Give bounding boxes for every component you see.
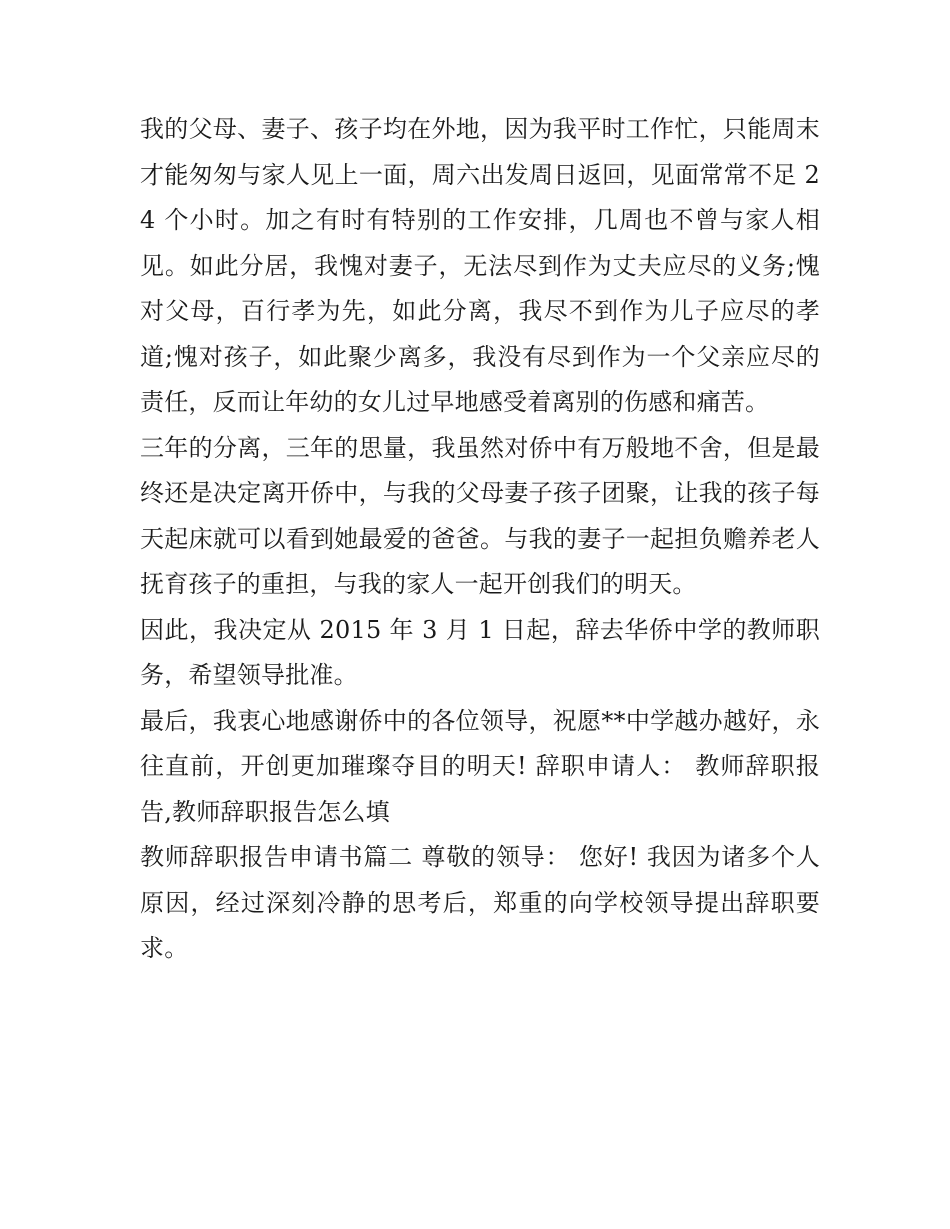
paragraph-decision-to-leave: 三年的分离，三年的思量，我虽然对侨中有万般地不舍，但是最终还是决定离开侨中，与我的父母妻子孩子团聚，让我的孩子每天起床就可以看到她最爱的爸爸。与我的妻子一起担负赡养老人抚育孩子的重担，与我的家人一起开创我们的明天。: [140, 433, 820, 598]
document-page: [140, 107, 820, 972]
paragraph-thanks-closing: 最后，我衷心地感谢侨中的各位领导，祝愿**中学越办越好，永往直前，开创更加璀璨夺目的明天! 辞职申请人： 教师辞职报告,教师辞职报告怎么填: [140, 706, 820, 826]
paragraph-family-apology: 我的父母、妻子、孩子均在外地，因为我平时工作忙，只能周末才能匆匆与家人见上一面，周六出发周日返回，见面常常不足 24 个小时。加之有时有特别的工作安排，几周也不曾与家人相见。如此分居，我愧对妻子，无法尽到作为丈夫应尽的义务;愧对父母，百行孝为先，如此分离，我尽不到作为儿子应尽的孝道;愧对孩子，如此聚少离多，我没有尽到作为一个父亲应尽的责任，反而让年幼的女儿过早地感受着离别的伤感和痛苦。: [140, 115, 820, 416]
paragraph-second-letter-intro: 教师辞职报告申请书篇二 尊敬的领导： 您好! 我因为诸多个人原因，经过深刻冷静的思考后，郑重的向学校领导提出辞职要求。: [140, 843, 820, 962]
paragraph-resignation-date: 因此，我决定从 2015 年 3 月 1 日起，辞去华侨中学的教师职务，希望领导批准。: [140, 615, 820, 689]
